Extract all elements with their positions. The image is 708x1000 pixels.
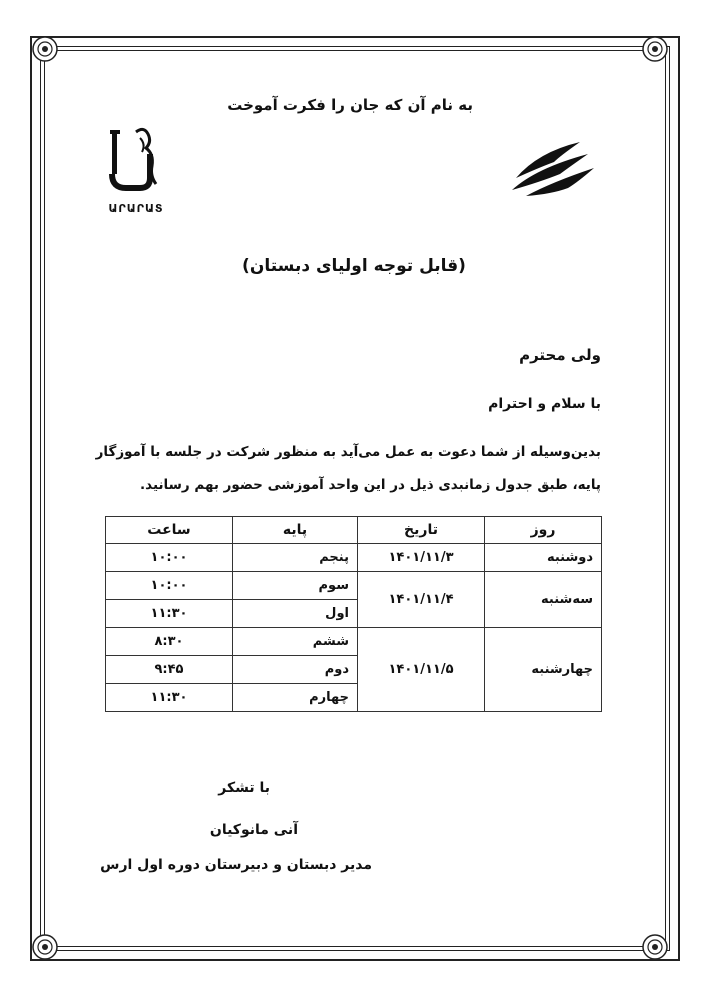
corner-ornament-bottom-left [31, 933, 59, 961]
time-cell: ۹:۴۵ [106, 656, 233, 684]
header-grade: پایه [233, 517, 358, 544]
grade-cell: ششم [233, 628, 358, 656]
corner-ornament-top-right [641, 35, 669, 63]
closing-thanks: با تشکر [218, 780, 270, 796]
table-row [106, 544, 602, 572]
schedule-table [105, 516, 602, 712]
grade-cell: دوم [233, 656, 358, 684]
time-cell: ۸:۳۰ [106, 628, 233, 656]
date-cell: ۱۴۰۱/۱۱/۴ [358, 572, 485, 628]
time-cell: ۱۰:۰۰ [106, 544, 233, 572]
school-logo-icon [106, 124, 166, 196]
school-logo [106, 124, 166, 214]
corner-ornament-bottom-right [641, 933, 669, 961]
header-date: تاریخ [358, 517, 485, 544]
grade-cell: سوم [233, 572, 358, 600]
grade-cell: چهارم [233, 684, 358, 712]
day-cell: سه‌شنبه [485, 572, 602, 628]
organization-logo-icon [508, 138, 598, 200]
time-cell: ۱۰:۰۰ [106, 572, 233, 600]
date-cell: ۱۴۰۱/۱۱/۳ [358, 544, 485, 572]
time-cell: ۱۱:۳۰ [106, 600, 233, 628]
day-cell: دوشنبه [485, 544, 602, 572]
salutation-line-2: با سلام و احترام [488, 396, 601, 412]
notice-title: (قابل توجه اولیای دبستان) [242, 256, 466, 276]
header-day: روز [485, 517, 602, 544]
signatory-name: آنی مانوکیان [209, 822, 298, 838]
signatory-role: مدیر دبستان و دبیرستان دوره اول ارس [100, 857, 372, 873]
time-cell: ۱۱:۳۰ [106, 684, 233, 712]
body-line-2: پایه، طبق جدول زمانبدی ذیل در این واحد آموزشی حضور بهم رسانید. [140, 477, 601, 493]
corner-ornament-top-left [31, 35, 59, 63]
header-time: ساعت [106, 517, 233, 544]
date-cell: ۱۴۰۱/۱۱/۵ [358, 628, 485, 712]
table-row [106, 628, 602, 656]
header-invocation: به نام آن که جان را فکرت آموخت [227, 96, 473, 114]
body-line-1: بدین‌وسیله از شما دعوت به عمل می‌آید به منظور شرکت در جلسه با آموزگار [95, 444, 601, 460]
day-cell: چهارشنبه [485, 628, 602, 712]
grade-cell: پنجم [233, 544, 358, 572]
table-header-row [106, 517, 602, 544]
salutation-line-1: ولی محترم [519, 346, 601, 364]
grade-cell: اول [233, 600, 358, 628]
table-row [106, 572, 602, 600]
school-logo-text: ԱՐԱՐԱՏ [108, 202, 164, 215]
